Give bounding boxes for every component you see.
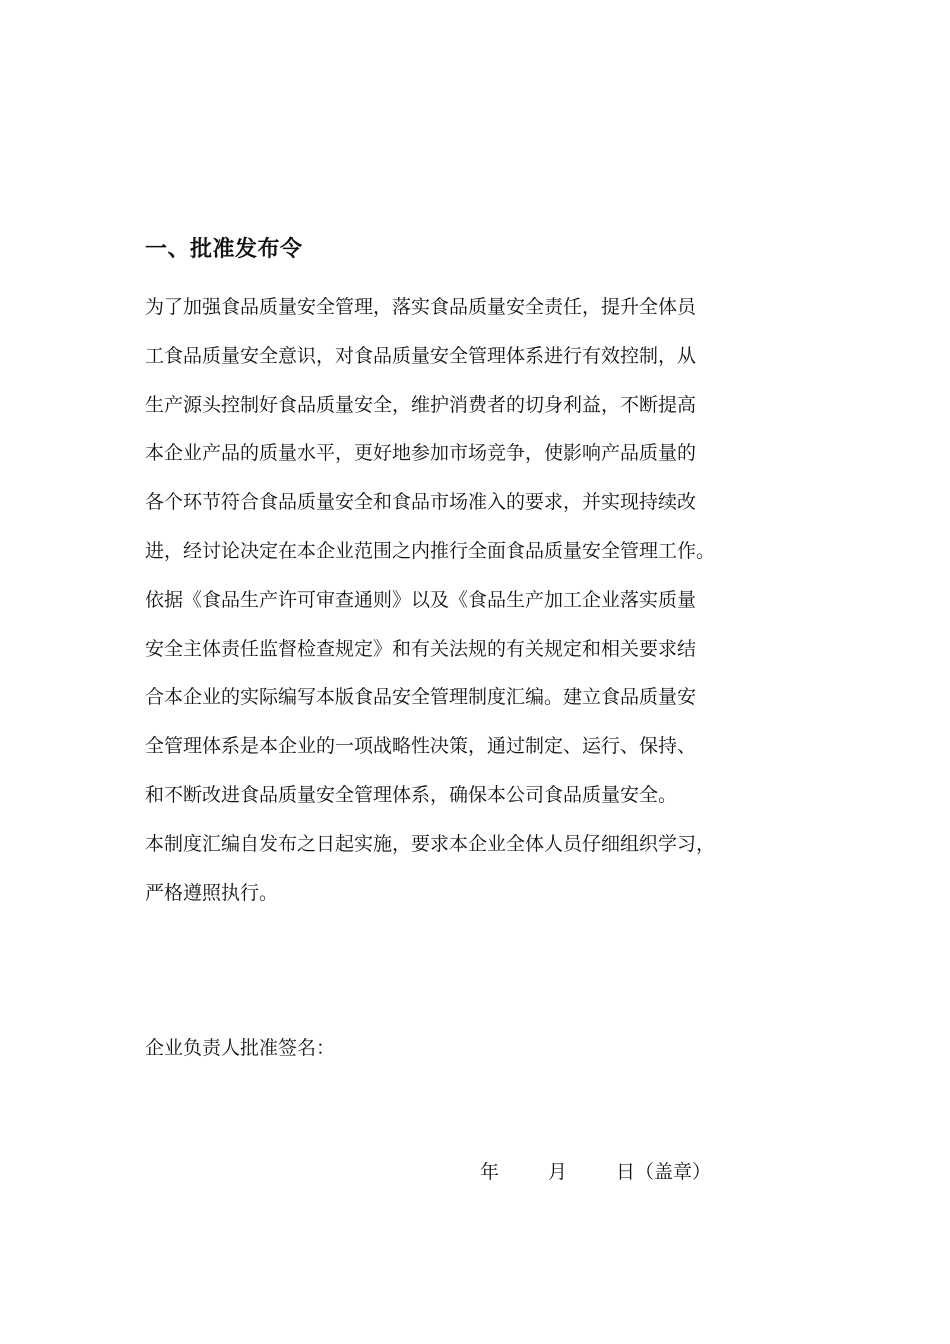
page-title: 一、批准发布令 — [145, 237, 303, 262]
paragraph-line: 严格遵照执行。 — [145, 881, 279, 904]
approval-paragraph — [145, 283, 845, 917]
date-stamp-row — [480, 1154, 711, 1190]
paragraph-line: 安全主体责任监督检查规定》和有关法规的有关规定和相关要求结 — [145, 637, 697, 660]
month-label: 月 — [548, 1161, 568, 1183]
paragraph-line: 合本企业的实际编写本版食品安全管理制度汇编。建立食品质量安 — [145, 686, 697, 709]
paragraph-line: 依据《食品生产许可审查通则》以及《食品生产加工企业落实质量 — [145, 588, 697, 611]
paragraph-line: 进，经讨论决定在本企业范围之内推行全面食品质量安全管理工作。 — [145, 539, 716, 562]
paragraph-line: 本制度汇编自发布之日起实施，要求本企业全体人员仔细组织学习， — [145, 832, 716, 855]
paragraph-line: 为了加强食品质量安全管理，落实食品质量安全责任，提升全体员 — [145, 296, 697, 318]
signature-label: 企业负责人批准签名： — [145, 1037, 336, 1059]
year-label: 年 — [480, 1161, 500, 1183]
paragraph-line: 工食品质量安全意识，对食品质量安全管理体系进行有效控制，从 — [145, 344, 697, 367]
paragraph-line: 各个环节符合食品质量安全和食品市场准入的要求，并实现持续改 — [145, 491, 697, 514]
paragraph-line: 全管理体系是本企业的一项战略性决策，通过制定、运行、保持、 — [145, 735, 697, 758]
paragraph-line: 生产源头控制好食品质量安全，维护消费者的切身利益，不断提高 — [145, 393, 697, 416]
paragraph-line: 和不断改进食品质量安全管理体系，确保本公司食品质量安全。 — [145, 783, 678, 806]
paragraph-line: 本企业产品的质量水平，更好地参加市场竞争，使影响产品质量的 — [145, 442, 697, 465]
day-stamp-label: 日（盖章） — [616, 1161, 712, 1183]
